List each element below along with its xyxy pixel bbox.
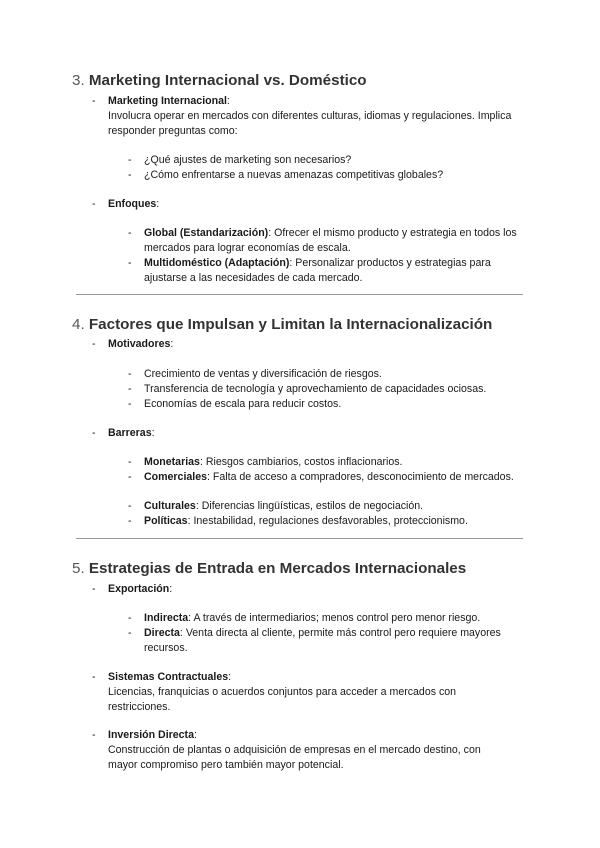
divider xyxy=(76,294,523,295)
section-5-title: 5. Estrategias de Entrada en Mercados Internacionales xyxy=(72,560,467,577)
section-3-title: 3. Marketing Internacional vs. Doméstico xyxy=(72,72,367,89)
section-4-title: 4. Factores que Impulsan y Limitan la Internacionalización xyxy=(72,316,493,333)
divider xyxy=(76,538,523,539)
